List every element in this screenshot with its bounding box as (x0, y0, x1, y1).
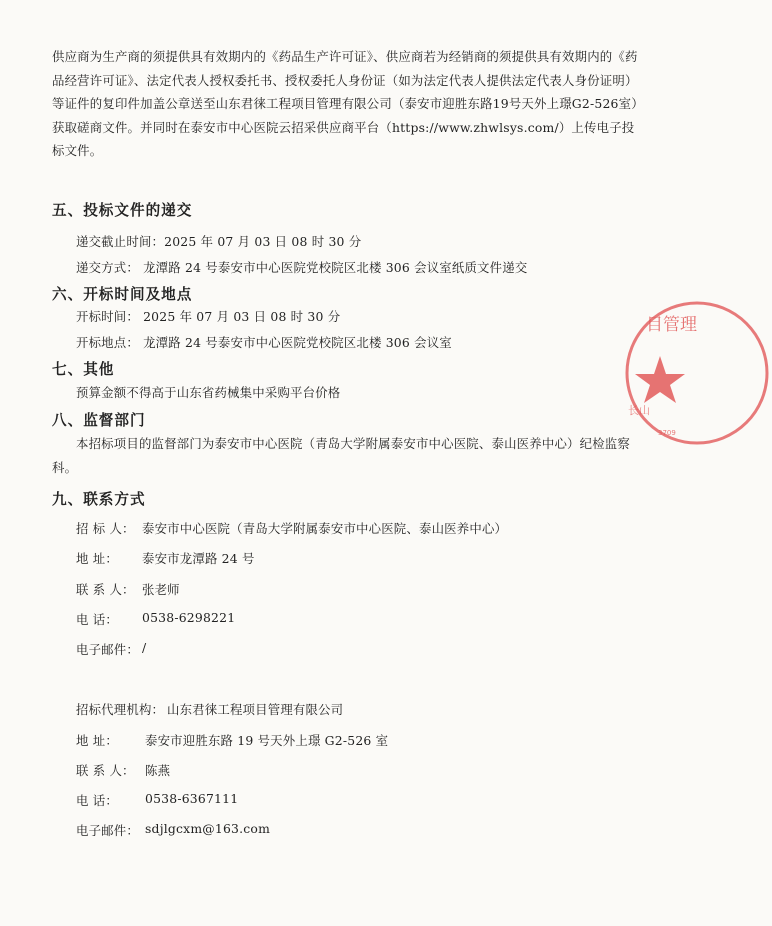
seal-number: 3709 (658, 429, 676, 437)
agency-contact-value: 陈燕 (145, 763, 171, 778)
agency-contact-label: 联 系 人： (76, 763, 135, 778)
tenderer-address-value: 泰安市龙潭路 24 号 (142, 551, 255, 566)
opening-place-line: 开标地点： 龙潭路 24 号泰安市中心医院党校院区北楼 306 会议室 (76, 335, 452, 350)
section-5-heading: 五、投标文件的递交 (52, 202, 193, 219)
section-9-heading: 九、联系方式 (52, 491, 146, 508)
supervision-paragraph: 本招标项目的监督部门为泰安市中心医院（青岛大学附属泰安市中心医院、泰山医养中心）纪检监察科。 (52, 436, 630, 475)
tenderer-label: 招 标 人： (76, 521, 135, 536)
section-6-heading: 六、开标时间及地点 (52, 286, 193, 303)
agency-label: 招标代理机构： (76, 702, 165, 717)
agency-address-value: 泰安市迎胜东路 19 号天外上璟 G2-526 室 (145, 733, 389, 748)
agency-phone-label: 电 话： (76, 793, 118, 808)
tenderer-phone-value: 0538-6298221 (142, 610, 236, 625)
budget-note: 预算金额不得高于山东省药械集中采购平台价格 (76, 385, 341, 400)
tenderer-email-value: / (142, 640, 147, 655)
tenderer-address-label: 地 址： (76, 551, 118, 566)
deadline-line: 递交截止时间：2025 年 07 月 03 日 08 时 30 分 (76, 234, 362, 249)
section-7-heading: 七、其他 (52, 361, 115, 378)
agency-email-value: sdjlgcxm@163.com (145, 821, 271, 836)
seal-bottom-text: 长山 (628, 404, 650, 417)
official-seal (622, 298, 772, 448)
intro-paragraph: 供应商为生产商的须提供具有效期内的《药品生产许可证》、供应商若为经销商的须提供具有效期内的《药品经营许可证》、法定代表人授权委托书、授权委托人身份证（如为法定代表人提供法定代表人身份证明）等证件的复印件加盖公章送至山东君徕工程项目管理有限公司（泰安市迎胜东路19号天外上璟G2-526室）获取磋商文件。并同时在泰安市中心医院云招采供应商平台（https://www.zhwlsys.com/）上传电子投标文件。 (52, 49, 644, 158)
tenderer-contact-value: 张老师 (142, 582, 180, 597)
seal-text: 目管理 (646, 315, 697, 335)
opening-time-line: 开标时间： 2025 年 07 月 03 日 08 时 30 分 (76, 309, 341, 324)
agency-address-label: 地 址： (76, 733, 118, 748)
agency-value: 山东君徕工程项目管理有限公司 (167, 702, 344, 717)
agency-phone-value: 0538-6367111 (145, 791, 239, 806)
section-8-heading: 八、监督部门 (52, 412, 146, 429)
tenderer-phone-label: 电 话： (76, 612, 118, 627)
agency-email-label: 电子邮件： (76, 823, 139, 838)
tenderer-contact-label: 联 系 人： (76, 582, 135, 597)
star-icon (635, 356, 685, 403)
tenderer-email-label: 电子邮件： (76, 642, 139, 657)
tenderer-value: 泰安市中心医院（青岛大学附属泰安市中心医院、泰山医养中心） (142, 521, 508, 536)
method-line: 递交方式： 龙潭路 24 号泰安市中心医院党校院区北楼 306 会议室纸质文件递交 (76, 260, 528, 275)
